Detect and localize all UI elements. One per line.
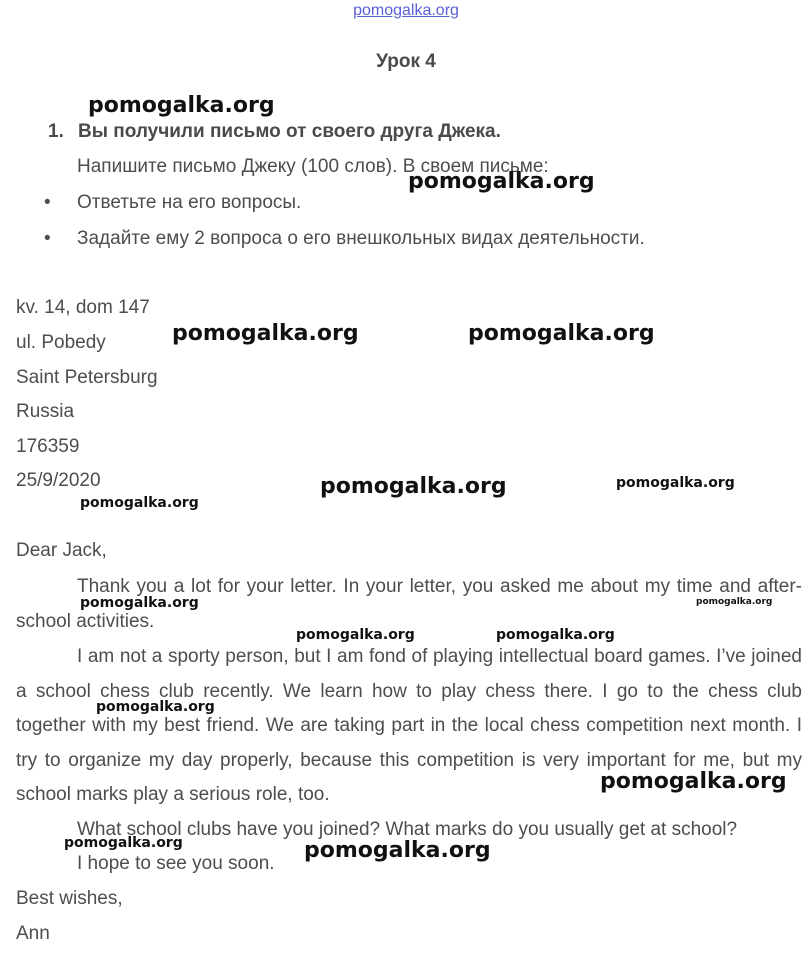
task-bullet: Задайте ему 2 вопроса о его внешкольных видах деятельности.: [77, 228, 645, 249]
watermark: pomogalka.org: [88, 93, 275, 118]
address-apartment: kv. 14, dom 147: [16, 297, 150, 318]
watermark: pomogalka.org: [172, 321, 359, 346]
watermark: pomogalka.org: [64, 835, 183, 851]
task-bullet: Ответьте на его вопросы.: [77, 192, 302, 213]
letter-paragraph-1: Thank you a lot for your letter. In your letter, you asked me about my time and after-school activities.: [16, 576, 802, 632]
watermark: pomogalka.org: [96, 699, 215, 715]
watermark: pomogalka.org: [616, 475, 735, 491]
address-country: Russia: [16, 401, 75, 422]
address-street: ul. Pobedy: [16, 332, 106, 353]
bullet-icon: •: [44, 192, 51, 213]
bullet-icon: •: [44, 228, 51, 249]
watermark: pomogalka.org: [320, 474, 507, 499]
task-number: 1.: [48, 121, 64, 142]
letter-paragraph-2: I am not a sporty person, but I am fond of playing intellectual board games. I’ve joined a school chess club recently. We learn how to play chess there. I go to the chess club together with my best friend. We are taking part in the local chess competition next month. I try to organize my day properly, because this competition is very important for me, but my school marks play a serious role, too.: [16, 646, 802, 805]
letter-date: 25/9/2020: [16, 470, 101, 491]
address-city: Saint Petersburg: [16, 367, 158, 388]
watermark: pomogalka.org: [696, 597, 773, 607]
watermark: pomogalka.org: [80, 595, 199, 611]
watermark: pomogalka.org: [80, 495, 199, 511]
letter-signature: Ann: [16, 923, 50, 944]
watermark: pomogalka.org: [296, 627, 415, 643]
letter-closing: Best wishes,: [16, 888, 123, 909]
watermark: pomogalka.org: [496, 627, 615, 643]
watermark: pomogalka.org: [468, 321, 655, 346]
watermark: pomogalka.org: [408, 169, 595, 194]
site-link[interactable]: pomogalka.org: [353, 2, 459, 19]
task-instruction: Напишите письмо Джеку (100 слов). В своем письме:: [77, 156, 549, 177]
lesson-title: Урок 4: [376, 51, 436, 72]
watermark: pomogalka.org: [304, 838, 491, 863]
task-heading: Вы получили письмо от своего друга Джека.: [78, 121, 501, 142]
watermark: pomogalka.org: [600, 769, 787, 794]
letter-paragraph-3: What school clubs have you joined? What marks do you usually get at school?: [77, 819, 738, 840]
letter-paragraph-4: I hope to see you soon.: [77, 853, 275, 874]
letter-greeting: Dear Jack,: [16, 540, 107, 561]
address-postcode: 176359: [16, 436, 80, 457]
